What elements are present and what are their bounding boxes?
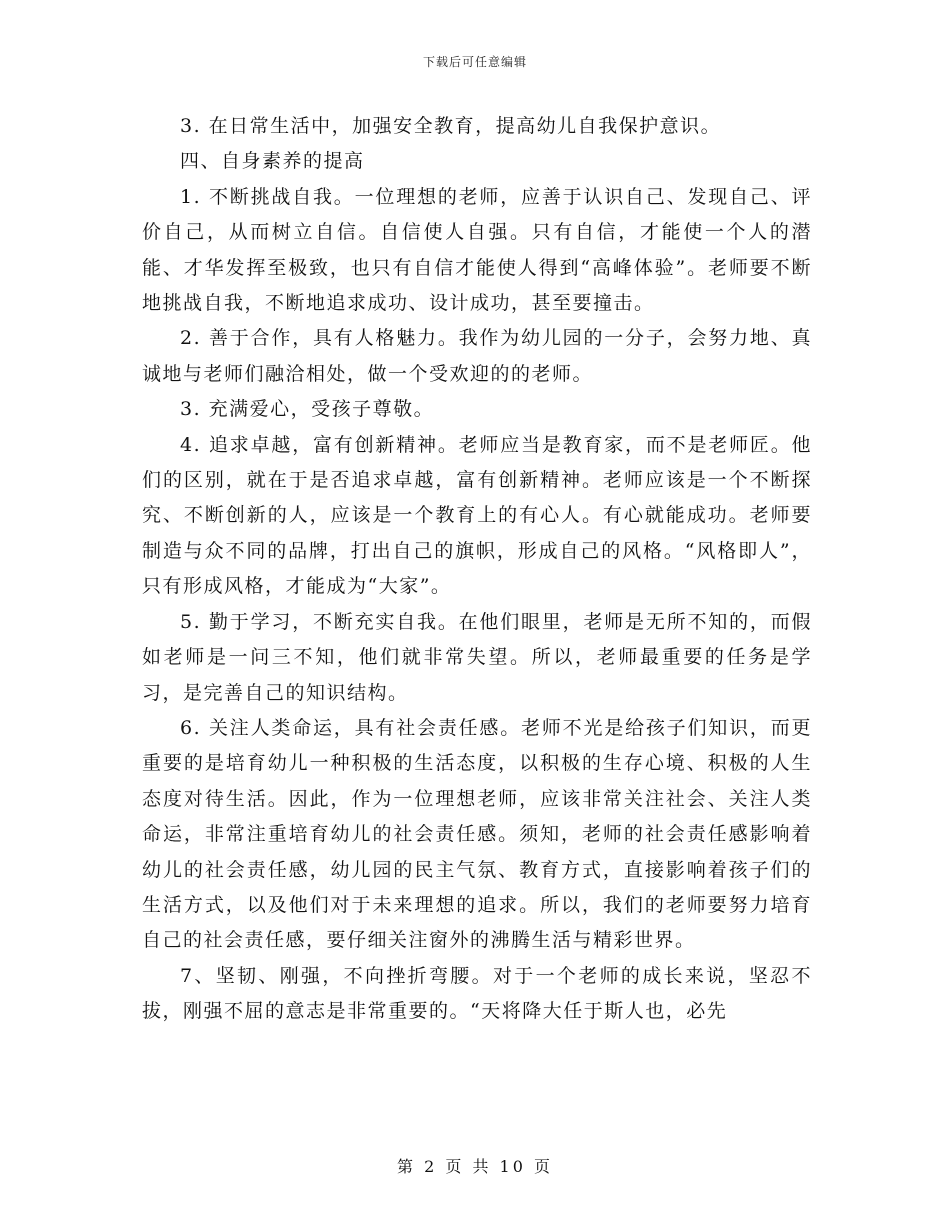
paragraph-cooperation: 2. 善于合作，具有人格魅力。我作为幼儿园的一分子，会努力地、真诚地与老师们融洽相处，做一个受欢迎的的老师。 xyxy=(142,327,812,385)
paragraph-learning: 5. 勤于学习，不断充实自我。在他们眼里，老师是无所不知的，而假如老师是一问三不知，他们就非常失望。所以，老师最重要的任务是学习，是完善自己的知识结构。 xyxy=(142,610,812,704)
paragraph-challenge-self: 1. 不断挑战自我。一位理想的老师，应善于认识自己、发现自己、评价自己，从而树立自信。自信使人自强。只有自信，才能使一个人的潜能、才华发挥至极致，也只有自信才能使人得到“高峰体验”。老师要不断地挑战自我，不断地追求成功、设计成功，甚至要撞击。 xyxy=(142,185,812,315)
paragraph-social-responsibility: 6. 关注人类命运，具有社会责任感。老师不光是给孩子们知识，而更重要的是培育幼儿一种积极的生活态度，以积极的生存心境、积极的人生态度对待生活。因此，作为一位理想老师，应该非常关注社会、关注人类命运，非常注重培育幼儿的社会责任感。须知，老师的社会责任感影响着幼儿的社会责任感，幼儿园的民主气氛、教育方式，直接影响着孩子们的生活方式，以及他们对于未来理想的追求。所以，我们的老师要努力培育自己的社会责任感，要仔细关注窗外的沸腾生活与精彩世界。 xyxy=(142,716,812,952)
page-header: 下载后可任意编辑 xyxy=(422,55,527,69)
page-number-footer: 第 2 页 共 10 页 xyxy=(397,1157,553,1176)
document-body xyxy=(142,109,812,1030)
section-heading-self-cultivation: 四、自身素养的提高 xyxy=(180,150,365,173)
paragraph-safety-education: 3. 在日常生活中，加强安全教育，提高幼儿自我保护意识。 xyxy=(180,115,722,137)
paragraph-excellence: 4. 追求卓越，富有创新精神。老师应当是教育家，而不是老师匠。他们的区别，就在于是否追求卓越，富有创新精神。老师应该是一个不断探究、不断创新的人，应该是一个教育上的有心人。有心就能成功。老师要制造与众不同的品牌，打出自己的旗帜，形成自己的风格。“风格即人”，只有形成风格，才能成为“大家”。 xyxy=(142,433,812,598)
paragraph-resilience: 7、坚韧、刚强，不向挫折弯腰。对于一个老师的成长来说，坚忍不拔，刚强不屈的意志是非常重要的。“天将降大任于斯人也，必先 xyxy=(142,964,812,1023)
paragraph-love: 3. 充满爱心，受孩子尊敬。 xyxy=(180,398,435,421)
